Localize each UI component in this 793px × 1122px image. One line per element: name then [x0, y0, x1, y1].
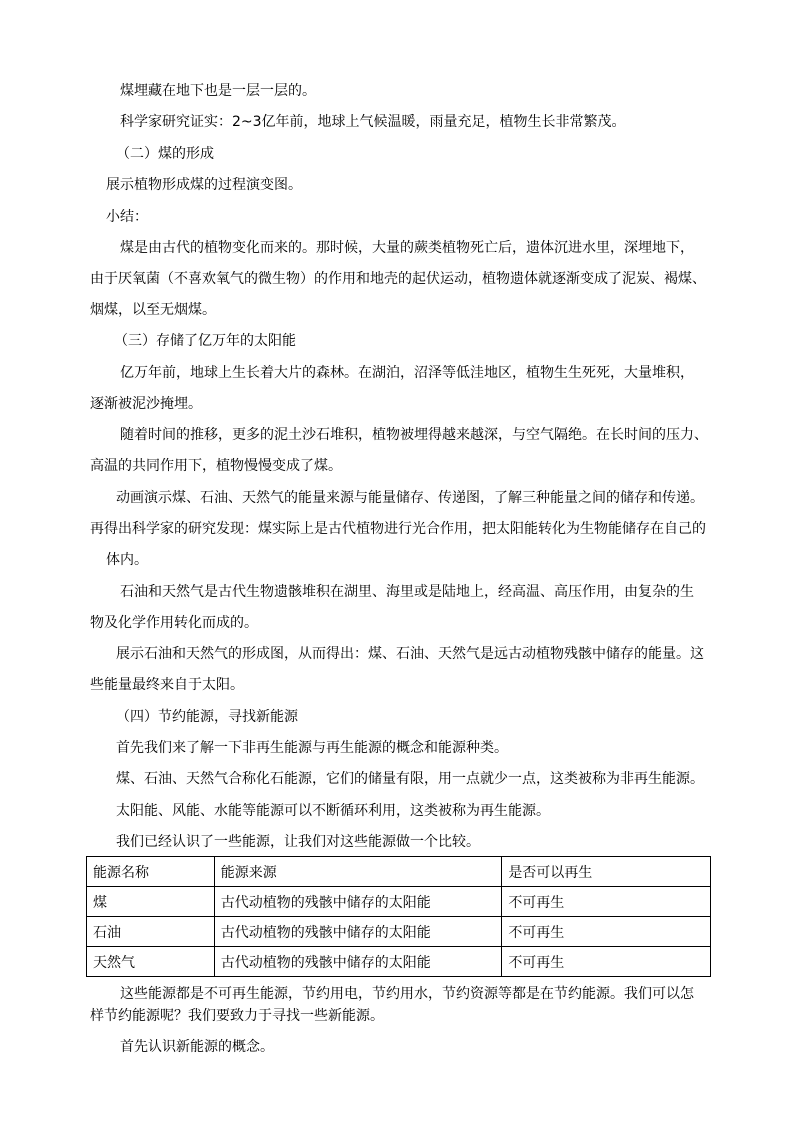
paragraph: 再得出科学家的研究发现：煤实际上是古代植物进行光合作用，把太阳能转化为生物能储存在自己的	[90, 521, 706, 537]
table-cell: 不可再生	[502, 887, 711, 917]
paragraph: 首先我们来了解一下非再生能源与再生能源的概念和能源种类。	[116, 740, 508, 756]
paragraph: 太阳能、风能、水能等能源可以不断循环利用，这类被称为再生能源。	[116, 803, 550, 819]
table-header-row	[87, 857, 711, 887]
section-heading: （四）节约能源，寻找新能源	[116, 709, 298, 725]
paragraph: 亿万年前，地球上生长着大片的森林。在湖泊，沼泽等低洼地区，植物生生死死，大量堆积，	[120, 365, 694, 381]
table-cell: 天然气	[87, 947, 215, 977]
paragraph: 动画演示煤、石油、天然气的能量来源与能量储存、传递图，了解三种能量之间的储存和传递。	[116, 490, 704, 506]
table-cell: 古代动植物的残骸中储存的太阳能	[214, 917, 502, 947]
paragraph: 物及化学作用转化而成的。	[90, 615, 258, 631]
paragraph: 体内。	[106, 552, 148, 568]
table-cell: 不可再生	[502, 947, 711, 977]
paragraph: 石油和天然气是古代生物遗骸堆积在湖里、海里或是陆地上，经高温、高压作用，由复杂的生	[120, 584, 694, 600]
paragraph: 展示石油和天然气的形成图，从而得出：煤、石油、天然气是远古动植物残骸中储存的能量。这	[116, 646, 704, 662]
paragraph: 展示植物形成煤的过程演变图。	[106, 177, 302, 193]
energy-comparison-table	[86, 856, 711, 977]
table-header-cell: 能源名称	[87, 857, 215, 887]
table-cell: 古代动植物的残骸中储存的太阳能	[214, 947, 502, 977]
paragraph: 随着时间的推移，更多的泥土沙石堆积，植物被埋得越来越深，与空气隔绝。在长时间的压力、	[120, 427, 708, 443]
paragraph: 这些能源都是不可再生能源，节约用电，节约用水，节约资源等都是在节约能源。我们可以怎	[120, 986, 694, 1002]
paragraph: 些能量最终来自于太阳。	[90, 677, 244, 693]
table-cell: 不可再生	[502, 917, 711, 947]
table-cell: 煤	[87, 887, 215, 917]
table-row	[87, 887, 711, 917]
section-heading: （三）存储了亿万年的太阳能	[114, 333, 296, 349]
paragraph: 高温的共同作用下，植物慢慢变成了煤。	[90, 458, 342, 474]
paragraph: 科学家研究证实：2~3亿年前，地球上气候温暖，雨量充足，植物生长非常繁茂。	[120, 114, 626, 130]
table-header-cell: 是否可以再生	[502, 857, 711, 887]
table-cell: 古代动植物的残骸中储存的太阳能	[214, 887, 502, 917]
paragraph: 由于厌氧菌（不喜欢氧气的微生物）的作用和地壳的起伏运动，植物遗体就逐渐变成了泥炭、褐煤、	[90, 271, 706, 287]
paragraph: 逐渐被泥沙掩埋。	[90, 396, 202, 412]
paragraph: 我们已经认识了一些能源，让我们对这些能源做一个比较。	[116, 834, 480, 850]
paragraph: 煤埋藏在地下也是一层一层的。	[120, 83, 316, 99]
paragraph: 煤、石油、天然气合称化石能源，它们的储量有限，用一点就少一点，这类被称为非再生能源。	[116, 771, 704, 787]
paragraph: 样节约能源呢？我们要致力于寻找一些新能源。	[90, 1008, 384, 1024]
table-header-cell: 能源来源	[214, 857, 502, 887]
paragraph: 小结：	[106, 209, 148, 225]
table-row	[87, 947, 711, 977]
paragraph: 煤是由古代的植物变化而来的。那时候，大量的蕨类植物死亡后，遗体沉进水里，深埋地下，	[120, 240, 694, 256]
table-row	[87, 917, 711, 947]
section-heading: （二）煤的形成	[116, 146, 214, 162]
paragraph: 首先认识新能源的概念。	[120, 1039, 274, 1055]
table-cell: 石油	[87, 917, 215, 947]
paragraph: 烟煤，以至无烟煤。	[90, 302, 216, 318]
